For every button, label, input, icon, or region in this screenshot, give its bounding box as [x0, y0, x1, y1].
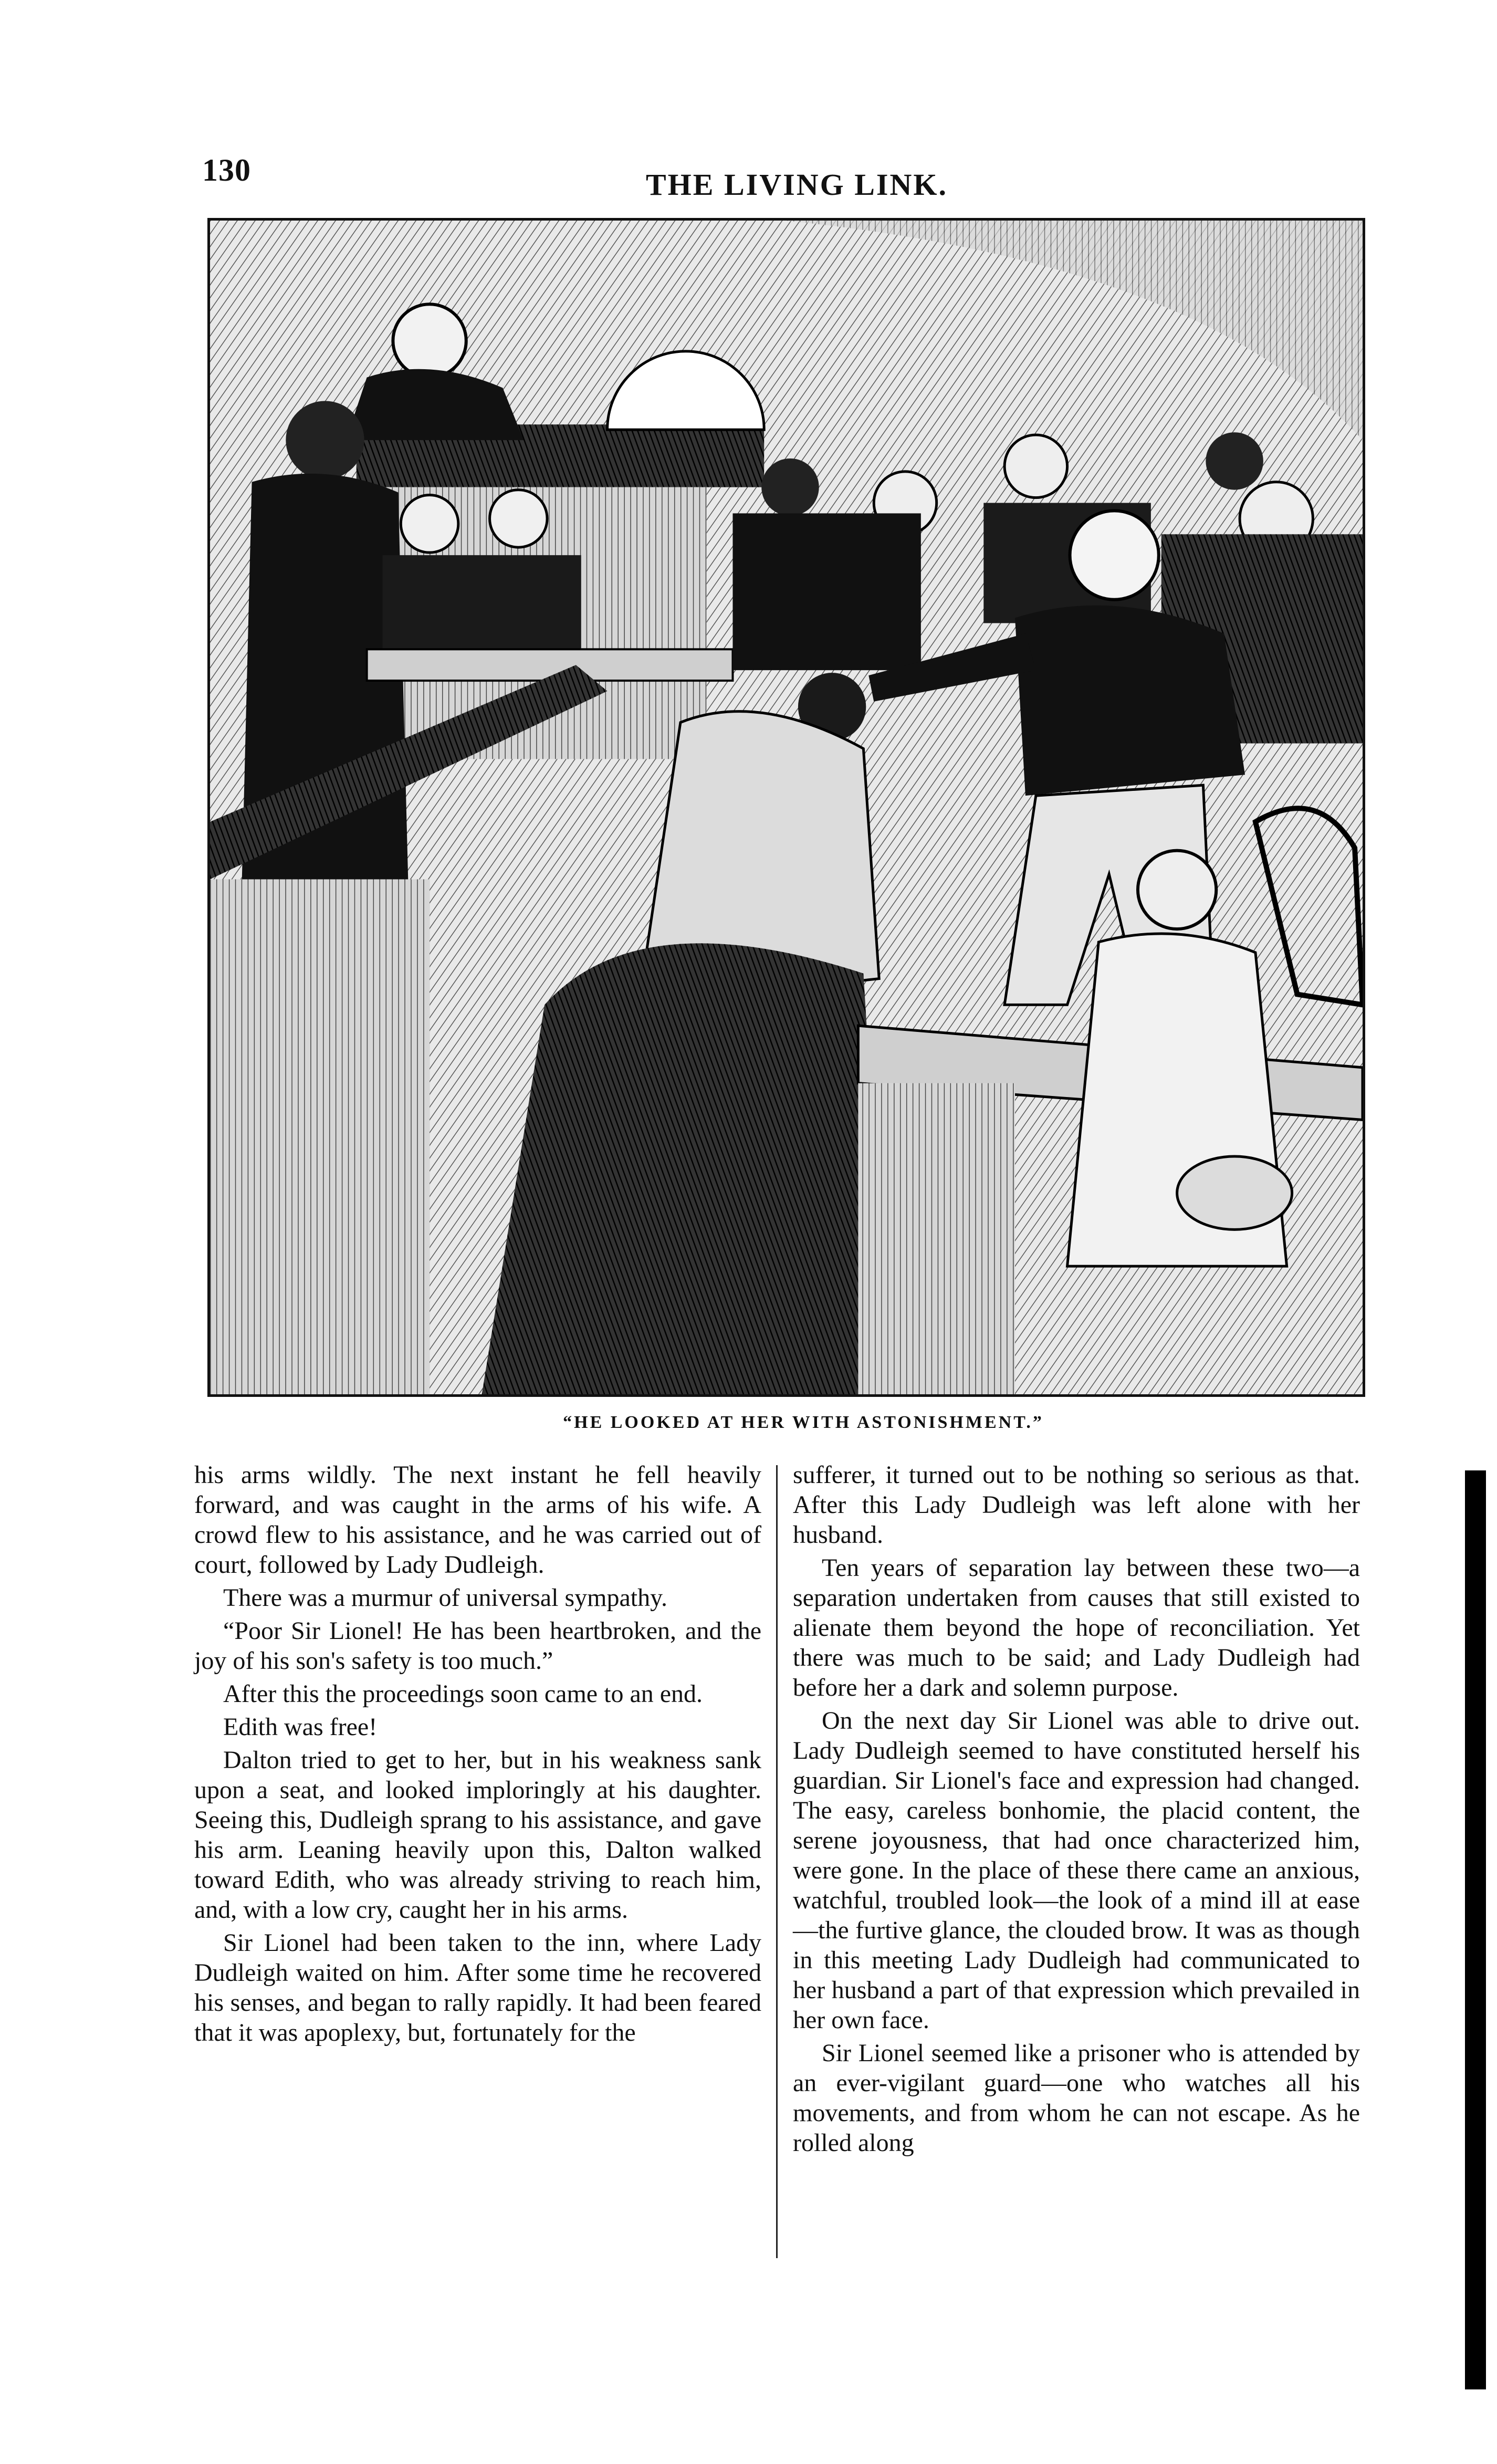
- courtroom-illustration: [207, 218, 1365, 1397]
- paragraph: his arms wildly. The next instant he fell heavily forward, and was caught in the arms of his wife. A crowd flew to his assistance, and he was carried out of court, followed by Lady Dudleigh.: [194, 1461, 761, 1579]
- paragraph: After this the proceedings soon came to an end.: [223, 1680, 703, 1708]
- paragraph: “Poor Sir Lionel! He has been heartbroken, and the joy of his son's safety is too much.”: [194, 1617, 761, 1675]
- paragraph: On the next day Sir Lionel was able to drive out. Lady Dudleigh seemed to have constituted herself his guardian. Sir Lionel's face and expression had changed. The easy, careless bonhomie, the placid content, the serene joyousness, that had once characterized him, were gone. In the place of these there came an anxious, watchful, troubled look—the look of a mind ill at ease—the furtive glance, the clouded brow. It was as though in this meeting Lady Dudleigh had communicated to her husband a part of that expression which prevailed in her own face.: [793, 1707, 1360, 2034]
- paragraph: Ten years of separation lay between these two—a separation undertaken from causes that still existed to alienate them beyond the hope of reconciliation. Yet there was much to be said; and Lady Dudleigh had before her a dark and solemn purpose.: [793, 1554, 1360, 1701]
- running-title: THE LIVING LINK.: [646, 168, 948, 202]
- paragraph: Edith was free!: [223, 1713, 378, 1741]
- paragraph: Sir Lionel had been taken to the inn, where Lady Dudleigh waited on him. After some time he recovered his senses, and began to rally rapidly. It had been feared that it was apoplexy, but, fortunately for the: [194, 1929, 761, 2047]
- illustration-caption: “HE LOOKED AT HER WITH ASTONISHMENT.”: [563, 1413, 1044, 1432]
- column-divider: [776, 1465, 778, 2258]
- paragraph: sufferer, it turned out to be nothing so serious as that. After this Lady Dudleigh was left alone with her husband.: [793, 1461, 1360, 1549]
- left-text-column: [194, 1460, 761, 2051]
- paragraph: Dalton tried to get to her, but in his weakness sank upon a seat, and looked imploringly at his daughter. Seeing this, Dudleigh sprang to his assistance, and gave his arm. Leaning heavily upon this, Dalton walked toward Edith, who was already striving to reach him, and, with a low cry, caught her in his arms.: [194, 1746, 761, 1924]
- scan-edge-shadow: [1465, 1470, 1486, 2389]
- right-text-column: [793, 1460, 1360, 2161]
- page-number: 130: [202, 153, 251, 187]
- paragraph: Sir Lionel seemed like a prisoner who is attended by an ever-vigilant guard—one who watches all his movements, and from whom he can not escape. As he rolled along: [793, 2039, 1360, 2157]
- engraving-drawing: [210, 221, 1363, 1394]
- paragraph: There was a murmur of universal sympathy.: [223, 1584, 667, 1612]
